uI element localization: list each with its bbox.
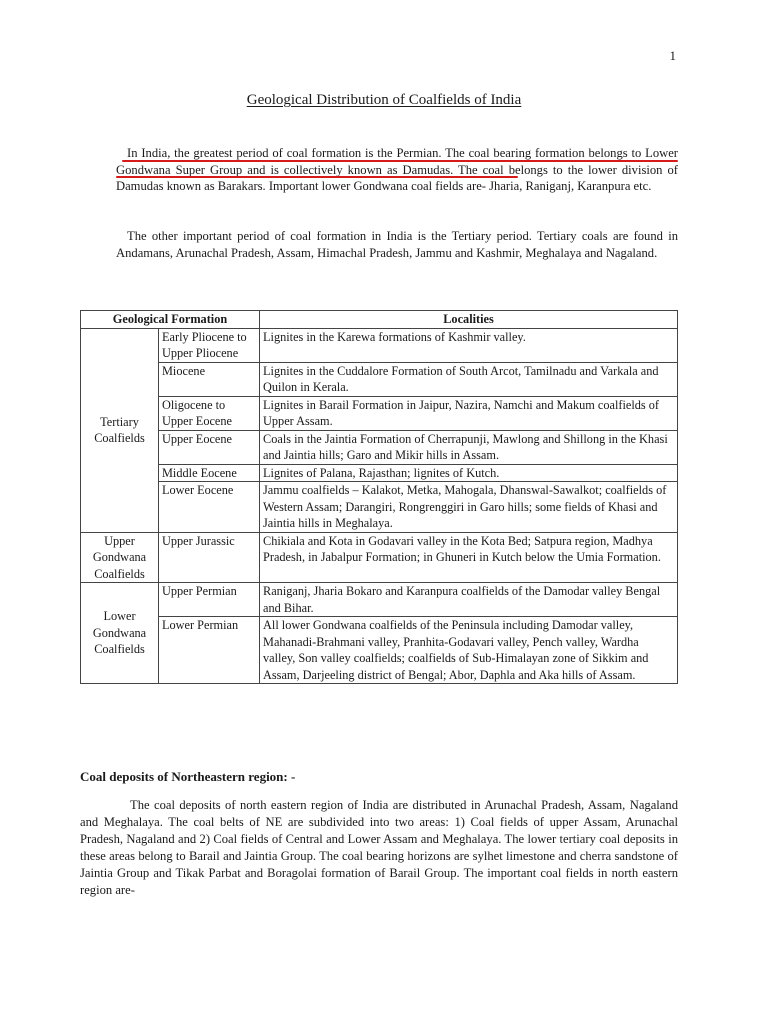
table-row <box>81 583 678 617</box>
formation-age-cell: Upper Permian <box>159 583 260 617</box>
localities-cell: Jammu coalfields – Kalakot, Metka, Mahogala, Dhanswal-Sawalkot; coalfields of Western Assam; Darangiri, Rongrenggiri in Garo hills; some fields of Khasi and Jaintia hills in Meghalaya. <box>260 482 678 533</box>
table-row <box>81 532 678 583</box>
group-upper-gondwana-coalfields: Upper Gondwana Coalfields <box>81 532 159 583</box>
coalfield-distribution-table <box>80 310 678 684</box>
table-row <box>81 396 678 430</box>
localities-cell: All lower Gondwana coalfields of the Peninsula including Damodar valley, Mahanadi-Brahmani valley, Pranhita-Godavari valley, Pench valley, Wardha valley, Son valley coalfields; coalfields of Sub-Himalayan zone of Sikkim and Assam, Darjeeling district of Bengal; Abor, Daphla and Aka hills of Assam. <box>260 617 678 684</box>
localities-cell: Coals in the Jaintia Formation of Cherrapunji, Mawlong and Shillong in the Khasi and Jaintia hills; Garo and Mikir hills in Assam. <box>260 430 678 464</box>
table-row <box>81 362 678 396</box>
formation-age-cell: Upper Eocene <box>159 430 260 464</box>
formation-age-cell: Lower Permian <box>159 617 260 684</box>
localities-cell: Chikiala and Kota in Godavari valley in the Kota Bed; Satpura region, Madhya Pradesh, in Jabalpur Formation; in Ghuneri in Kutch below the Umia Formation. <box>260 532 678 583</box>
document-title: Geological Distribution of Coalfields of India <box>246 92 522 108</box>
formation-age-cell: Lower Eocene <box>159 482 260 533</box>
localities-cell: Lignites of Palana, Rajasthan; lignites of Kutch. <box>260 464 678 482</box>
formation-age-cell: Upper Jurassic <box>159 532 260 583</box>
red-underline-annotation <box>122 160 678 162</box>
header-geological-formation: Geological Formation <box>81 311 260 329</box>
table-row <box>81 328 678 362</box>
red-underline-annotation <box>116 176 518 178</box>
table-row <box>81 464 678 482</box>
page-number: 1 <box>669 48 676 63</box>
northeast-paragraph: The coal deposits of north eastern region of India are distributed in Arunachal Pradesh, Assam, Nagaland and Meghalaya. The coal belts of NE are subdivided into two areas: 1) Coal fields of upper Assam, Arunachal Pradesh, Nagaland and 2) Coal fields of Central and Lower Assam and Meghalaya. The lower tertiary coal deposits in these areas belong to Barail and Jaintia Group. The coal bearing horizons are sylhet limestone and cherra sandstone of Jaintia Group and Tikak Parbat and Boragolai formation of Barail Group. The important coal fields in north eastern region are- <box>80 798 678 897</box>
table-row <box>81 430 678 464</box>
localities-cell: Lignites in the Cuddalore Formation of South Arcot, Tamilnadu and Varkala and Quilon in Kerala. <box>260 362 678 396</box>
section-heading-northeast: Coal deposits of Northeastern region: - <box>80 769 296 784</box>
formation-age-cell: Middle Eocene <box>159 464 260 482</box>
group-tertiary-coalfields: Tertiary Coalfields <box>81 328 159 532</box>
localities-cell: Lignites in Barail Formation in Jaipur, Nazira, Namchi and Makum coalfields of Upper Assam. <box>260 396 678 430</box>
table-header-row <box>81 311 678 329</box>
formation-age-cell: Miocene <box>159 362 260 396</box>
intro-paragraph: In India, the greatest period of coal formation is the Permian. The coal bearing formation belongs to Lower Gondwana Super Group and is collectively known as Damudas. The coal belongs to the lower division of Damudas known as Barakars. Important lower Gondwana coal fields are- Jharia, Raniganj, Karanpura etc. <box>116 146 678 193</box>
formation-age-cell: Early Pliocene to Upper Pliocene <box>159 328 260 362</box>
localities-cell: Lignites in the Karewa formations of Kashmir valley. <box>260 328 678 362</box>
formation-age-cell: Oligocene to Upper Eocene <box>159 396 260 430</box>
localities-cell: Raniganj, Jharia Bokaro and Karanpura coalfields of the Damodar valley Bengal and Bihar. <box>260 583 678 617</box>
table-row <box>81 482 678 533</box>
tertiary-paragraph: The other important period of coal formation in India is the Tertiary period. Tertiary coals are found in Andamans, Arunachal Pradesh, Assam, Himachal Pradesh, Jammu and Kashmir, Meghalaya and Nagaland. <box>116 229 678 260</box>
group-lower-gondwana-coalfields: Lower Gondwana Coalfields <box>81 583 159 684</box>
header-localities: Localities <box>260 311 678 329</box>
table-row <box>81 617 678 684</box>
